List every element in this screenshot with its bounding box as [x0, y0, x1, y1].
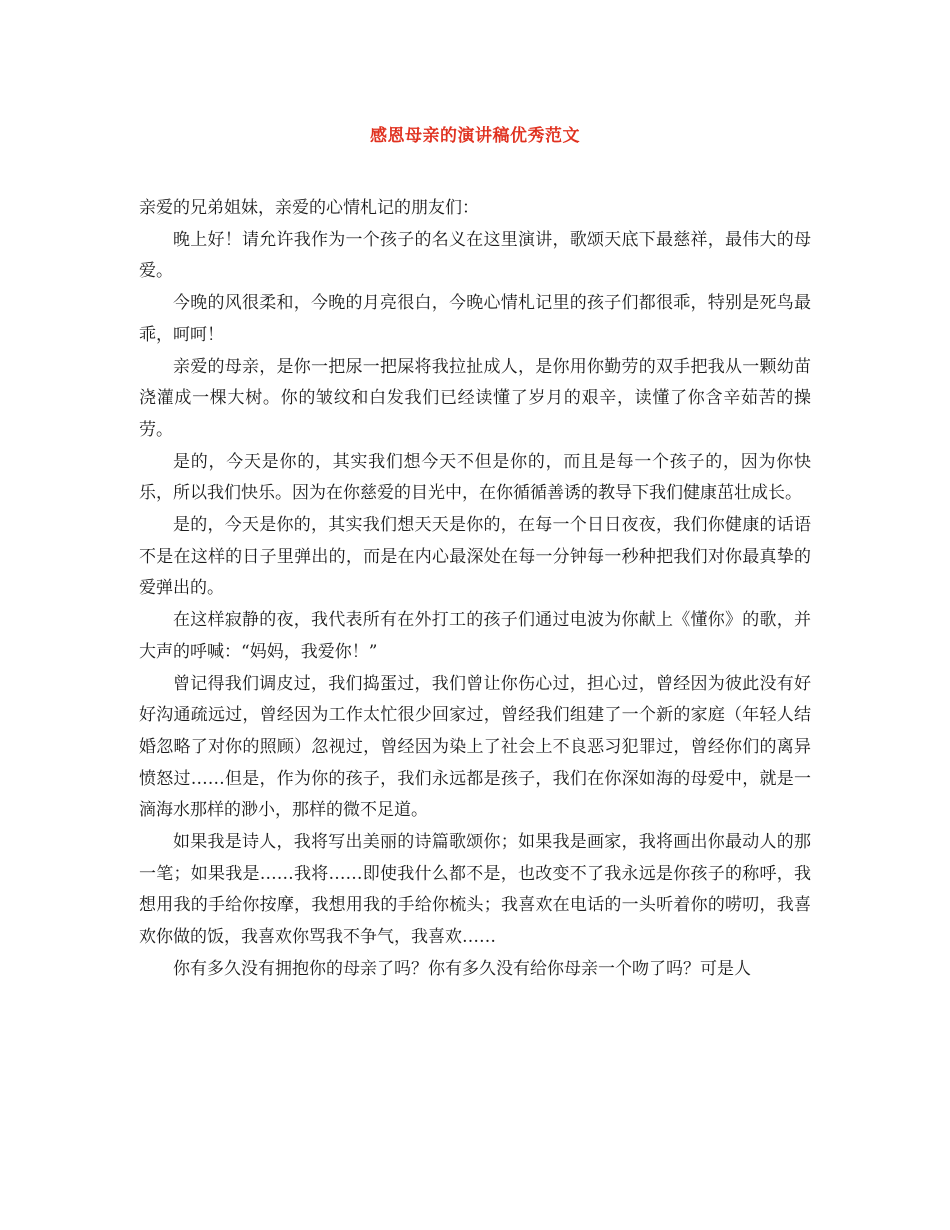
paragraph-3: 亲爱的母亲，是你一把尿一把屎将我拉扯成人，是你用你勤劳的双手把我从一颗幼苗浇灌成一棵大树。你的皱纹和白发我们已经读懂了岁月的艰辛，读懂了你含辛茹苦的操劳。 [139, 356, 811, 440]
paragraph-1: 晚上好！请允许我作为一个孩子的名义在这里演讲，歌颂天底下最慈祥，最伟大的母爱。 [139, 229, 811, 282]
paragraph-6: 在这样寂静的夜，我代表所有在外打工的孩子们通过电波为你献上《懂你》的歌，并大声的呼喊：“妈妈，我爱你！” [139, 610, 811, 662]
paragraph-8: 如果我是诗人，我将写出美丽的诗篇歌颂你；如果我是画家，我将画出你最动人的那一笔；如果我是……我将……即使我什么都不是，也改变不了我永远是你孩子的称呼，我想用我的手给你按摩，我想用我的手给你梳头；我喜欢在电话的一头听着你的唠叨，我喜欢你做的饭，我喜欢你骂我不争气，我喜欢…… [139, 832, 811, 948]
document-body [139, 193, 811, 986]
paragraph-9: 你有多久没有拥抱你的母亲了吗？你有多久没有给你母亲一个吻了吗？可是人 [173, 958, 751, 979]
paragraph-4: 是的，今天是你的，其实我们想今天不但是你的，而且是每一个孩子的，因为你快乐，所以我们快乐。因为在你慈爱的目光中，在你循循善诱的教导下我们健康茁壮成长。 [139, 451, 811, 504]
paragraph-7: 曾记得我们调皮过，我们捣蛋过，我们曾让你伤心过，担心过，曾经因为彼此没有好好沟通疏远过，曾经因为工作太忙很少回家过，曾经我们组建了一个新的家庭（年轻人结婚忽略了对你的照顾）忽视过，曾经因为染上了社会上不良恶习犯罪过，曾经你们的离异愤怒过……但是，作为你的孩子，我们永远都是孩子，我们在你深如海的母爱中，就是一滴海水那样的渺小，那样的微不足道。 [139, 673, 811, 821]
paragraph-2: 今晚的风很柔和，今晚的月亮很白，今晚心情札记里的孩子们都很乖，特别是死鸟最乖，呵呵！ [139, 293, 811, 345]
salutation: 亲爱的兄弟姐妹，亲爱的心情札记的朋友们： [139, 198, 479, 218]
document-title: 感恩母亲的演讲稿优秀范文 [370, 126, 580, 146]
paragraph-5: 是的，今天是你的，其实我们想天天是你的，在每一个日日夜夜，我们你健康的话语不是在这样的日子里弹出的，而是在内心最深处在每一分钟每一秒种把我们对你最真挚的爱弹出的。 [139, 515, 811, 599]
